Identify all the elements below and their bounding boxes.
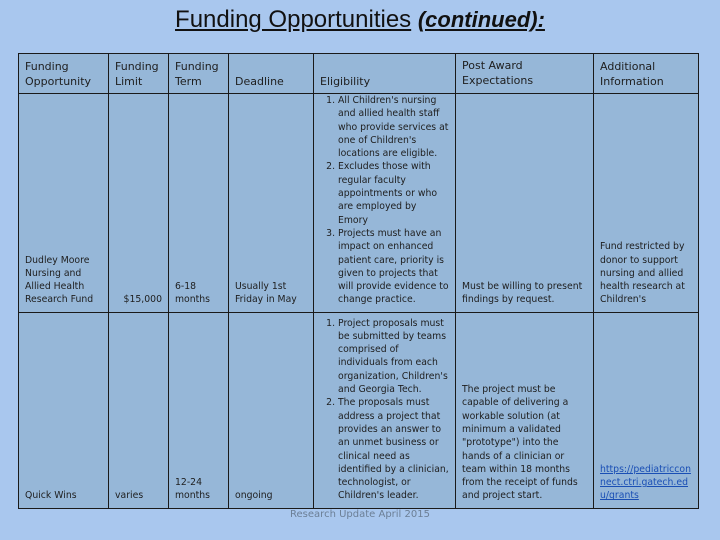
header-additional: Additional Information bbox=[594, 54, 699, 94]
cell-additional: Fund restricted by donor to support nursing and allied health research at Children's bbox=[594, 94, 699, 313]
eligibility-item: 1. Project proposals must be submitted by teams comprised of individuals from each organization, Children's and Georgia Tech. bbox=[338, 317, 449, 397]
header-post-award: Post Award Expectations bbox=[456, 54, 594, 94]
cell-opportunity: Quick Wins bbox=[19, 312, 109, 508]
header-eligibility: Eligibility bbox=[314, 54, 456, 94]
cell-limit: varies bbox=[109, 312, 169, 508]
header-limit: Funding Limit bbox=[109, 54, 169, 94]
cell-post-award: The project must be capable of delivering a workable solution (at minimum a validated "prototype") into the hands of a clinician or team within 18 months from the receipt of funds and project start. bbox=[456, 312, 594, 508]
cell-deadline: ongoing bbox=[229, 312, 314, 508]
table-row bbox=[19, 312, 699, 508]
eligibility-item: 2. The proposals must address a project that provides an answer to an unmet business or clinical need as identified by a clinician, technologist, or Children's leader. bbox=[338, 396, 449, 502]
funding-table bbox=[18, 53, 699, 509]
cell-post-award: Must be willing to present findings by request. bbox=[456, 94, 594, 313]
cell-eligibility bbox=[314, 94, 456, 313]
page-title bbox=[0, 6, 720, 34]
eligibility-item: 3. Projects must have an impact on enhanced patient care, priority is given to projects that will provide evidence to change practice. bbox=[338, 227, 449, 307]
cell-opportunity: Dudley Moore Nursing and Allied Health Research Fund bbox=[19, 94, 109, 313]
cell-term: 6-18 months bbox=[169, 94, 229, 313]
table-header-row bbox=[19, 54, 699, 94]
title-main: Funding Opportunities bbox=[175, 6, 412, 33]
header-opportunity: Funding Opportunity bbox=[19, 54, 109, 94]
eligibility-list bbox=[320, 94, 449, 307]
eligibility-list bbox=[320, 317, 449, 503]
eligibility-item: 2. Excludes those with regular faculty appointments or who are employed by Emory bbox=[338, 160, 449, 226]
eligibility-item: 1. All Children's nursing and allied health staff who provide services at one of Children's locations are eligible. bbox=[338, 94, 449, 160]
cell-deadline: Usually 1st Friday in May bbox=[229, 94, 314, 313]
cell-limit: $15,000 bbox=[109, 94, 169, 313]
footer-text: Research Update April 2015 bbox=[290, 509, 430, 520]
header-term: Funding Term bbox=[169, 54, 229, 94]
header-deadline: Deadline bbox=[229, 54, 314, 94]
table-row bbox=[19, 94, 699, 313]
cell-additional bbox=[594, 312, 699, 508]
grants-link[interactable]: https://pediatricconnect.ctri.gatech.edu/grants bbox=[600, 463, 691, 502]
cell-eligibility bbox=[314, 312, 456, 508]
title-continued: (continued): bbox=[417, 7, 545, 32]
cell-term: 12-24 months bbox=[169, 312, 229, 508]
